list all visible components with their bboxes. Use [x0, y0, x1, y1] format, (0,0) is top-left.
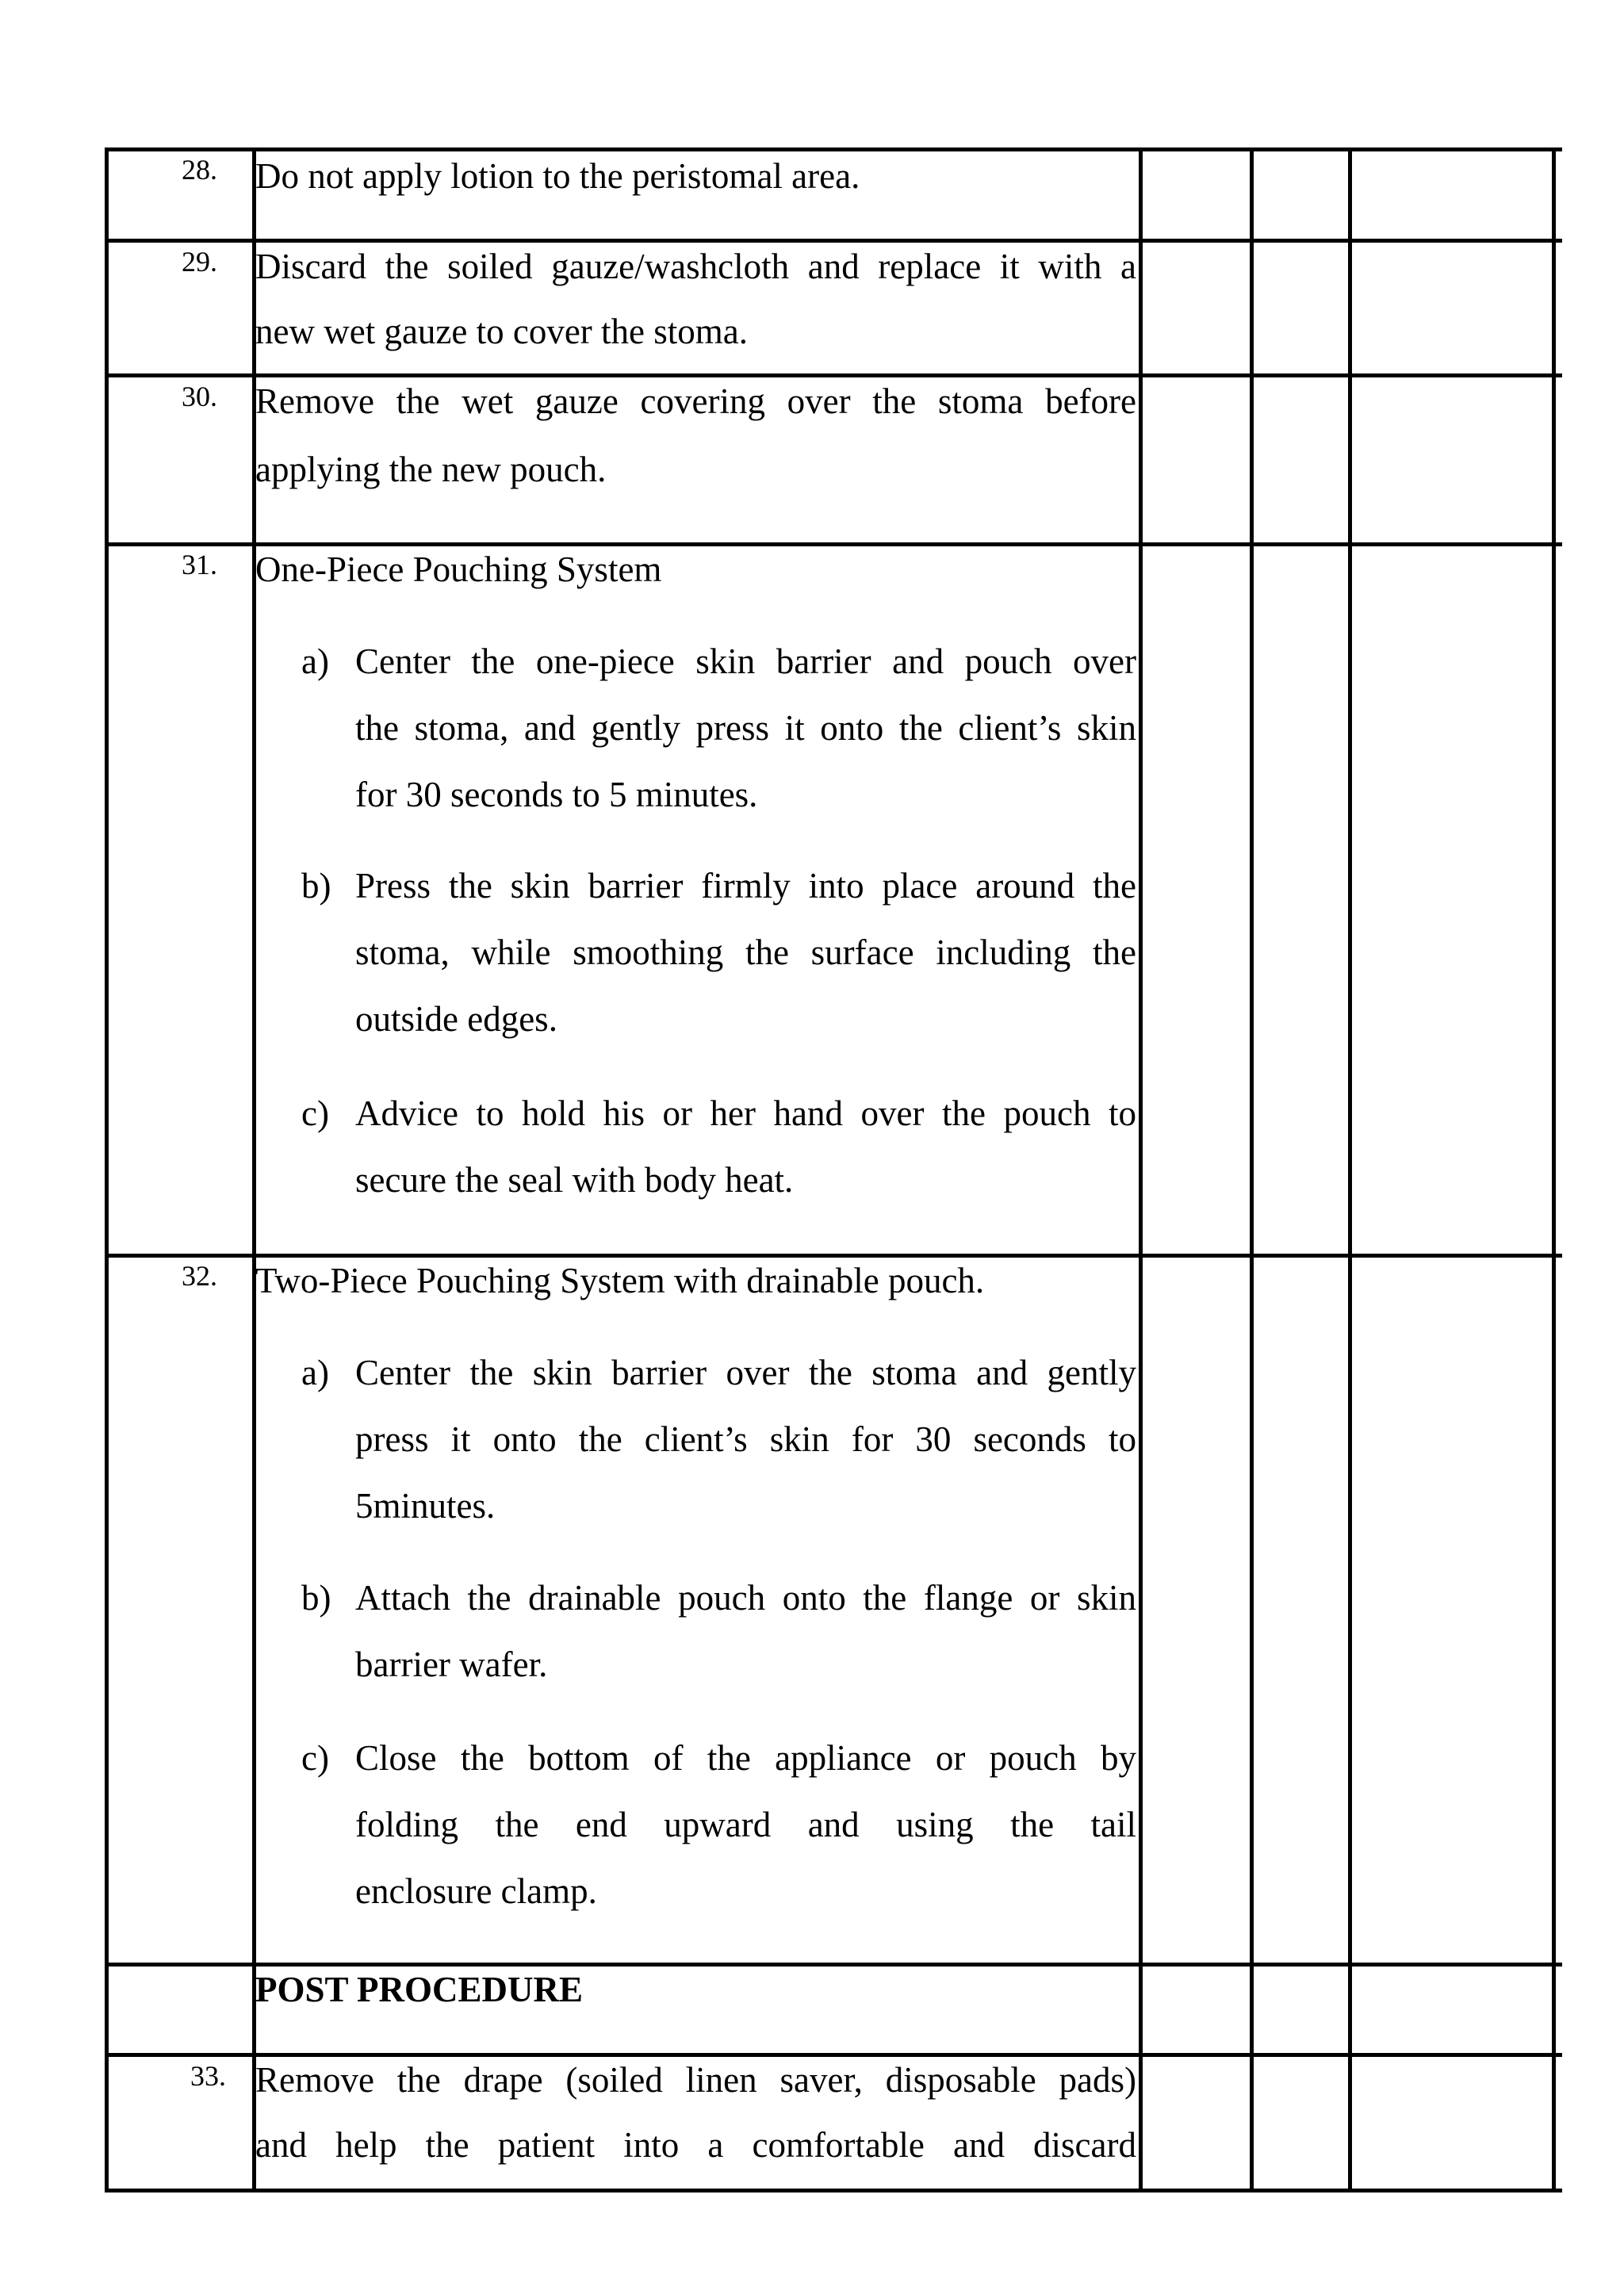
text-line: folding the end upward and using the tail	[355, 1805, 1136, 1844]
text-line: the stoma, and gently press it onto the client’s skin	[355, 708, 1136, 748]
text-line: stoma, while smoothing the surface including the	[355, 933, 1136, 972]
sub-step	[301, 852, 1136, 1052]
text-line: Discard the soiled gauze/washcloth and replace it with a	[255, 247, 1136, 286]
sub-step	[301, 1080, 1136, 1213]
step-text	[255, 436, 606, 503]
column-divider	[1348, 147, 1352, 2193]
text-line: Remove the drape (soiled linen saver, disposable pads)	[255, 2060, 1136, 2100]
text-line: press it onto the client’s skin for 30 seconds to	[355, 1419, 1136, 1459]
text-line: barrier wafer.	[355, 1645, 548, 1684]
sub-step-letter: c)	[301, 1738, 329, 1778]
text-line: new wet gauze to cover the stoma.	[255, 312, 749, 351]
sub-step-letter: c)	[301, 1093, 329, 1133]
column-divider	[1250, 147, 1254, 2193]
text-line: Press the skin barrier firmly into place around the	[355, 866, 1136, 906]
step-text	[255, 2112, 1136, 2245]
text-line: Do not apply lotion to the peristomal area.	[255, 156, 860, 196]
table-border-left	[105, 147, 109, 2193]
text-line: and help the patient into a comfortable and discard	[255, 2125, 1136, 2165]
text-line: enclosure clamp.	[355, 1871, 597, 1911]
step-title: One-Piece Pouching System	[255, 550, 662, 589]
table-border-right	[1552, 147, 1556, 2193]
sub-step	[301, 1725, 1136, 1924]
sub-step	[301, 1564, 1136, 1698]
text-line: Remove the wet gauze covering over the stoma before	[255, 381, 1136, 421]
step-number: 33.	[190, 2060, 226, 2092]
step-text	[255, 143, 860, 209]
step-number: 29.	[182, 246, 217, 278]
text-line: Center the skin barrier over the stoma and gently	[355, 1353, 1136, 1392]
text-line: secure the seal with body heat.	[355, 1160, 794, 1200]
step-number: 28.	[182, 154, 217, 186]
column-divider	[1139, 147, 1143, 2193]
step-text	[255, 298, 748, 365]
step-number: 30.	[182, 381, 217, 412]
sub-step	[301, 1339, 1136, 1539]
text-line: Center the one-piece skin barrier and pouch over	[355, 641, 1136, 681]
sub-step-letter: a)	[301, 1353, 329, 1392]
sub-step-letter: b)	[301, 1578, 331, 1618]
text-line: 5minutes.	[355, 1486, 496, 1526]
text-line: for 30 seconds to 5 minutes.	[355, 775, 758, 814]
sub-step	[301, 628, 1136, 828]
step-number: 31.	[182, 549, 217, 580]
text-line: applying the new pouch.	[255, 450, 607, 489]
step-number: 32.	[182, 1260, 217, 1292]
sub-step-letter: a)	[301, 641, 329, 681]
section-heading: POST PROCEDURE	[255, 1970, 583, 2009]
text-line: Attach the drainable pouch onto the flange or skin	[355, 1578, 1136, 1618]
text-line: Advice to hold his or her hand over the pouch to	[355, 1093, 1136, 1133]
text-line: outside edges.	[355, 999, 557, 1039]
sub-step-letter: b)	[301, 866, 331, 906]
text-line: Close the bottom of the appliance or pouch by	[355, 1738, 1136, 1778]
step-title: Two-Piece Pouching System with drainable pouch.	[255, 1261, 985, 1300]
